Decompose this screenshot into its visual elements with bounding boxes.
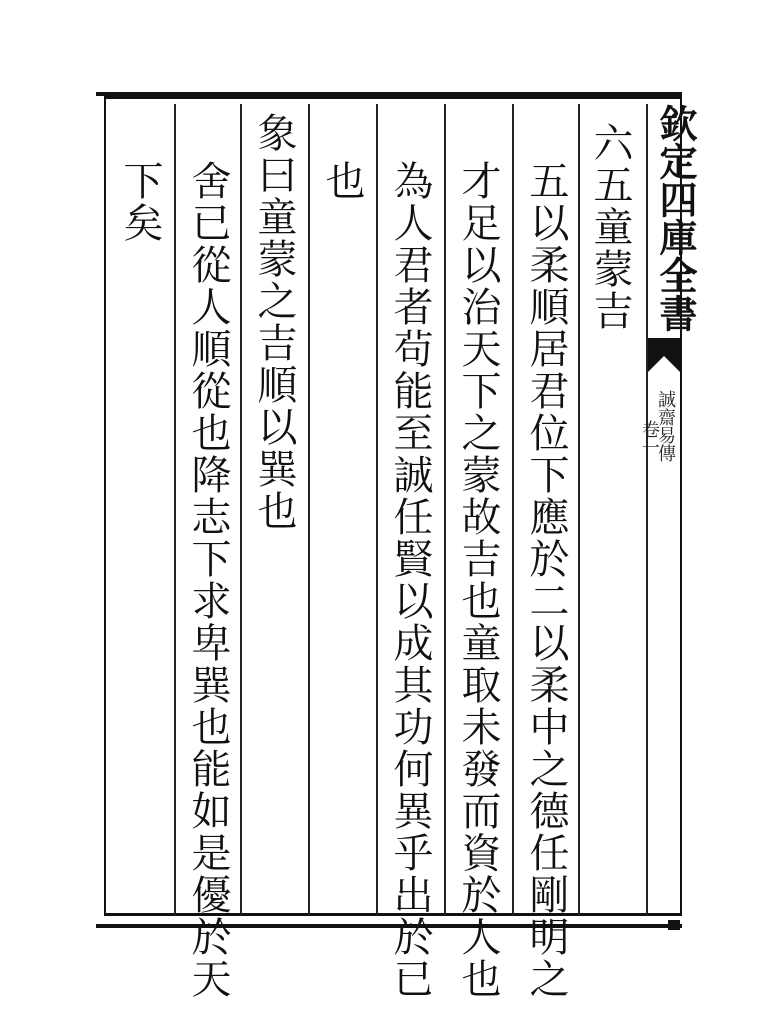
column-rule: [240, 104, 242, 916]
column-rule: [444, 104, 446, 916]
margin-juan: 卷一: [639, 420, 660, 456]
fishtail-mark-icon: [648, 338, 680, 372]
text-column-7: 舍已從人順從也降志下求卑巽也能如是優於天: [185, 160, 231, 1000]
margin-book-title: 誠齋易傳: [655, 390, 676, 462]
column-rule: [308, 104, 310, 916]
text-column-3: 才足以治天下之蒙故吉也童取未發而資於人也: [455, 160, 501, 1000]
margin-title: 欽定四庫全書: [653, 104, 698, 332]
column-rule: [578, 104, 580, 916]
column-rule: [376, 104, 378, 916]
column-rule: [512, 104, 514, 916]
text-column-4: 為人君者茍能至誠任賢以成其功何異乎出於已: [387, 160, 433, 1000]
text-column-6: 象曰童蒙之吉順以巽也: [251, 112, 297, 532]
text-column-5: 也: [319, 160, 365, 202]
column-rule: [174, 104, 176, 916]
corner-mark: [668, 920, 680, 930]
text-column-8: 下矣: [117, 160, 163, 244]
text-column-2: 五以柔順居君位下應於二以柔中之德任剛明之: [523, 160, 569, 1000]
text-column-1: 六五童蒙吉: [587, 122, 633, 332]
